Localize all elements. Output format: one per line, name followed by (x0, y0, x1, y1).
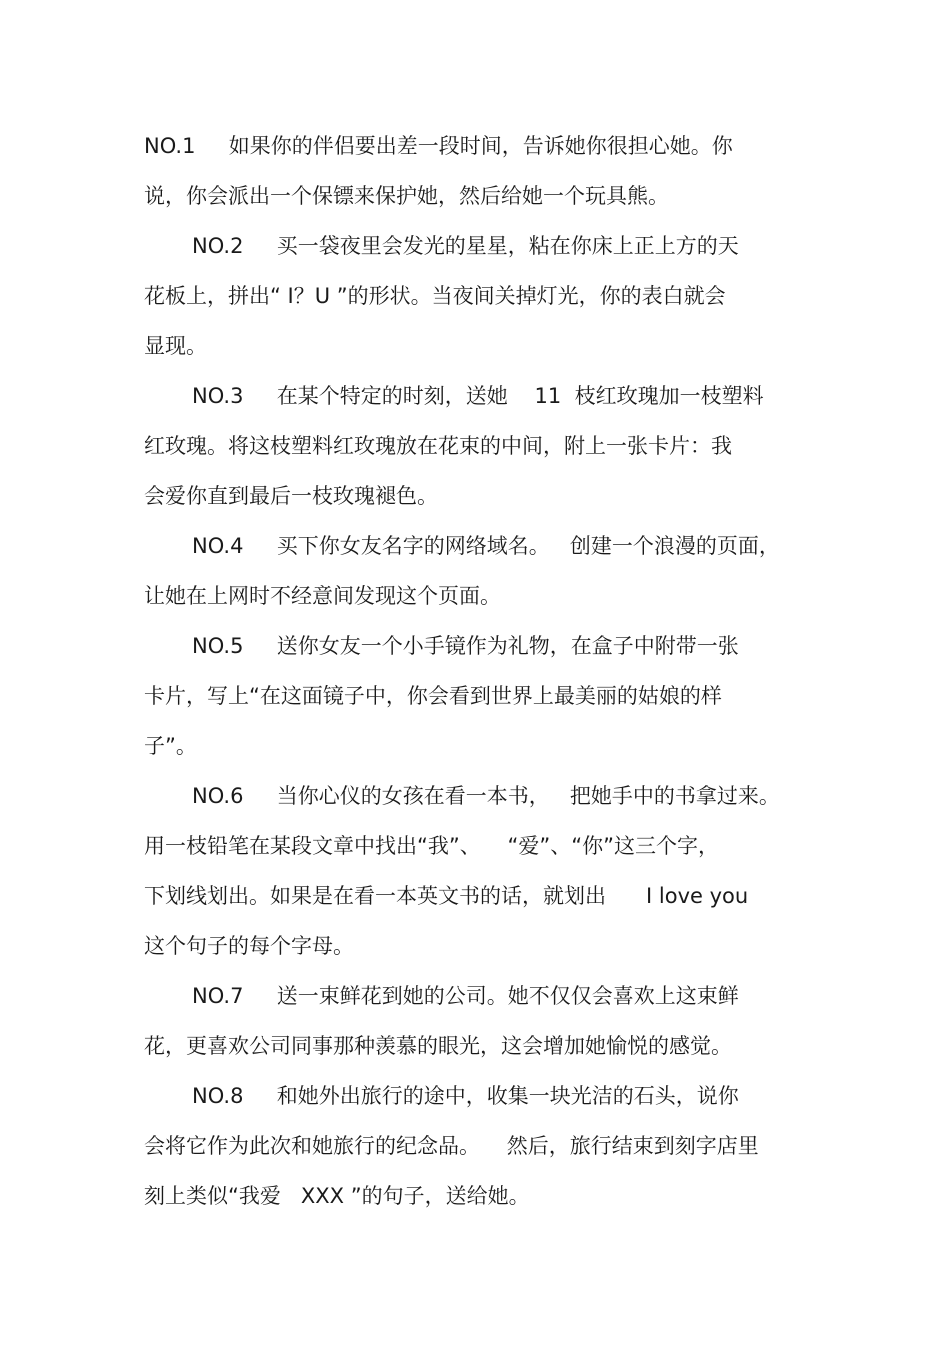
item-2-line-3: 显现。 (144, 334, 207, 358)
item-4-line-2: 让她在上网时不经意间发现这个页面。 (144, 584, 501, 608)
item-3-line-1: NO.3 在某个特定的时刻，送她 11 枝红玫瑰加一枝塑料 (192, 384, 764, 408)
item-5-line-2: 卡片，写上“在这面镜子中，你会看到世界上最美丽的姑娘的样 (144, 684, 722, 708)
item-8-line-1: NO.8 和她外出旅行的途中，收集一块光洁的石头，说你 (192, 1084, 739, 1108)
item-6-line-3: 下划线划出。如果是在看一本英文书的话，就划出 I love you (144, 884, 749, 908)
item-4-line-1: NO.4 买下你女友名字的网络域名。 创建一个浪漫的页面， (192, 534, 780, 558)
item-5-line-1: NO.5 送你女友一个小手镜作为礼物，在盒子中附带一张 (192, 634, 739, 658)
item-1-line-1: NO.1 如果你的伴侣要出差一段时间，告诉她你很担心她。你 (144, 134, 733, 158)
item-3-line-3: 会爱你直到最后一枝玫瑰褪色。 (144, 484, 438, 508)
item-7-line-2: 花，更喜欢公司同事那种羡慕的眼光，这会增加她愉悦的感觉。 (144, 1034, 732, 1058)
item-7-line-1: NO.7 送一束鲜花到她的公司。她不仅仅会喜欢上这束鲜 (192, 984, 739, 1008)
item-6-line-1: NO.6 当你心仪的女孩在看一本书， 把她手中的书拿过来。 (192, 784, 780, 808)
item-6-line-4: 这个句子的每个字母。 (144, 934, 354, 958)
item-8-line-2: 会将它作为此次和她旅行的纪念品。 然后，旅行结束到刻字店里 (144, 1134, 759, 1158)
item-2-line-2: 花板上，拼出“ I？U ”的形状。当夜间关掉灯光，你的表白就会 (144, 284, 726, 308)
item-2-line-1: NO.2 买一袋夜里会发光的星星，粘在你床上正上方的天 (192, 234, 739, 258)
item-5-line-3: 子”。 (144, 734, 197, 758)
item-1-line-2: 说，你会派出一个保镖来保护她，然后给她一个玩具熊。 (144, 184, 669, 208)
item-6-line-2: 用一枝铅笔在某段文章中找出“我”、 “爱”、“你”这三个字， (144, 834, 719, 858)
item-8-line-3: 刻上类似“我爱 XXX ”的句子，送给她。 (144, 1184, 530, 1208)
item-3-line-2: 红玫瑰。将这枝塑料红玫瑰放在花束的中间，附上一张卡片：我 (144, 434, 732, 458)
